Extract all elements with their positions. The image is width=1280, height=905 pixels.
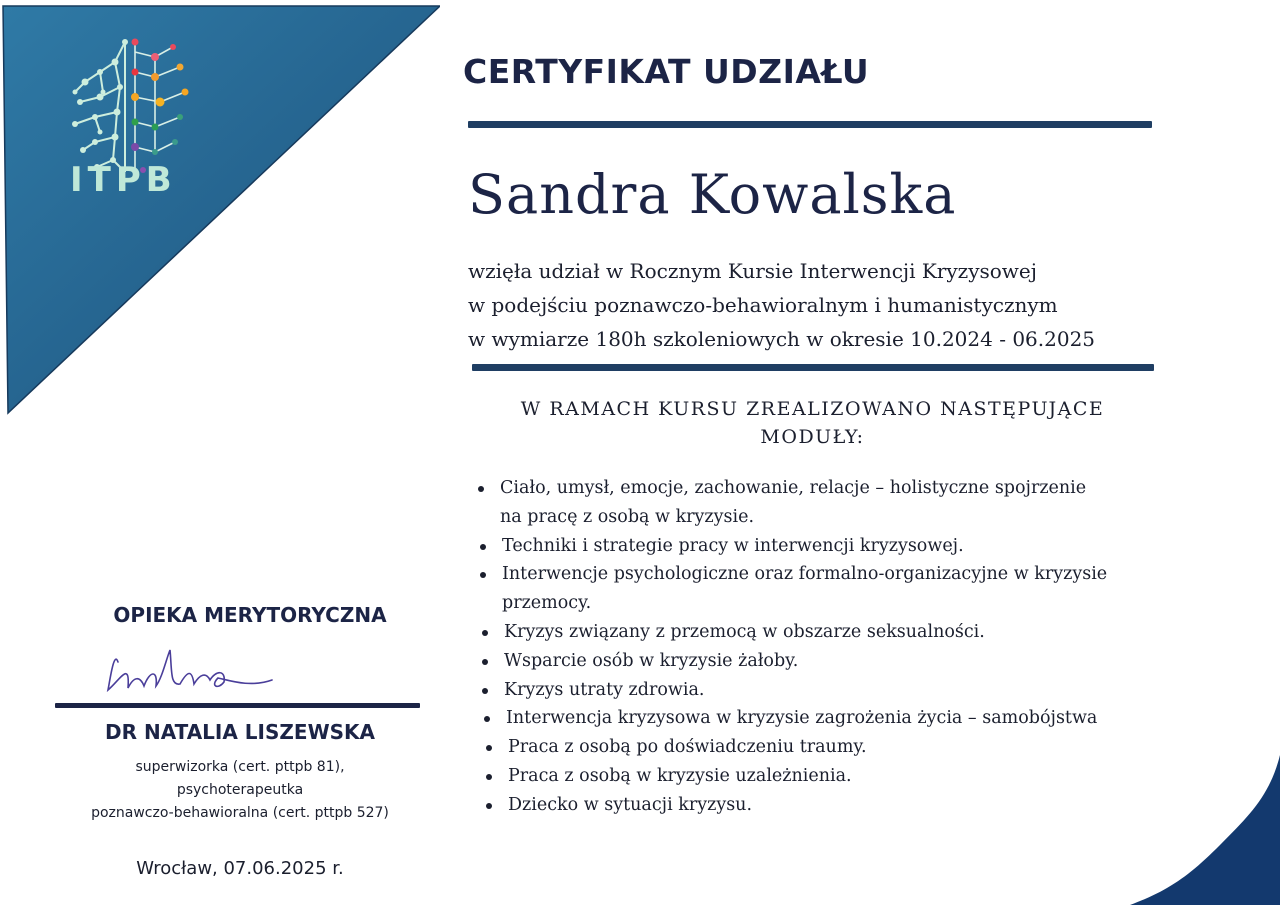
module-text: Wsparcie osób w kryzysie żałoby. (504, 650, 799, 671)
module-text: Praca z osobą po doświadczeniu traumy. (508, 737, 867, 758)
bullet-icon (484, 716, 490, 722)
course-description (468, 254, 1188, 356)
title-divider (468, 121, 1152, 128)
list-item (482, 647, 1182, 676)
module-text: Kryzys utraty zdrowia. (504, 679, 705, 700)
bullet-icon (486, 803, 492, 809)
list-item (484, 704, 1156, 733)
modules-heading-line: MODUŁY: (760, 426, 865, 448)
list-item (486, 762, 1186, 791)
module-text: Interwencja kryzysowa w kryzysie zagrożenia życia – samobójstwa (506, 708, 1098, 729)
certificate-title: CERTYFIKAT UDZIAŁU (463, 52, 870, 91)
module-text: Kryzys związany z przemocą w obszarze seksualności. (504, 621, 985, 642)
description-line: w podejściu poznawczo-behawioralnym i humanistycznym (468, 293, 1058, 317)
signature-line (55, 703, 420, 708)
recipient-name: Sandra Kowalska (468, 163, 957, 226)
bullet-icon (482, 659, 488, 665)
list-item (482, 618, 1182, 647)
module-text: Ciało, umysł, emocje, zachowanie, relacje – holistyczne spojrzenie na pracę z osobą w kryzysie. (500, 478, 1087, 527)
modules-heading-line: W RAMACH KURSU ZREALIZOWANO NASTĘPUJĄCE (520, 398, 1105, 420)
supervisor-credentials (40, 756, 440, 825)
description-line: wzięła udział w Rocznym Kursie Interwencji Kryzysowej (468, 259, 1037, 283)
module-text: Praca z osobą w kryzysie uzależnienia. (508, 765, 852, 786)
credential-line: poznawczo-behawioralna (cert. pttpb 527) (91, 805, 389, 821)
list-item (480, 532, 1180, 561)
bullet-icon (480, 572, 486, 578)
list-item (482, 676, 1182, 705)
bullet-icon (486, 774, 492, 780)
modules-list (478, 474, 1178, 820)
supervisor-name: DR NATALIA LISZEWSKA (104, 720, 376, 744)
description-line: w wymiarze 180h szkoleniowych w okresie 10.2024 - 06.2025 (468, 327, 1096, 351)
module-text: Techniki i strategie pracy w interwencji kryzysowej. (502, 535, 964, 556)
list-item (478, 474, 1110, 532)
bullet-icon (482, 688, 488, 694)
place-and-date: Wrocław, 07.06.2025 r. (136, 858, 344, 879)
list-item (486, 733, 1186, 762)
supervision-heading: OPIEKA MERYTORYCZNA (113, 603, 387, 627)
bullet-icon (480, 544, 486, 550)
bullet-icon (486, 745, 492, 751)
bullet-icon (482, 630, 488, 636)
logo-wordmark: ITPB (70, 160, 177, 200)
module-text: Dziecko w sytuacji kryzysu. (508, 794, 753, 815)
modules-heading (460, 395, 1165, 451)
bullet-icon (478, 486, 484, 492)
credential-line: superwizorka (cert. pttpb 81), (135, 759, 345, 775)
signature-icon (100, 640, 280, 700)
credential-line: psychoterapeutka (176, 782, 304, 798)
description-divider (472, 364, 1154, 371)
module-text: Interwencje psychologiczne oraz formalno-organizacyjne w kryzysie przemocy. (502, 564, 1108, 614)
list-item (480, 560, 1152, 618)
list-item (486, 791, 1186, 820)
